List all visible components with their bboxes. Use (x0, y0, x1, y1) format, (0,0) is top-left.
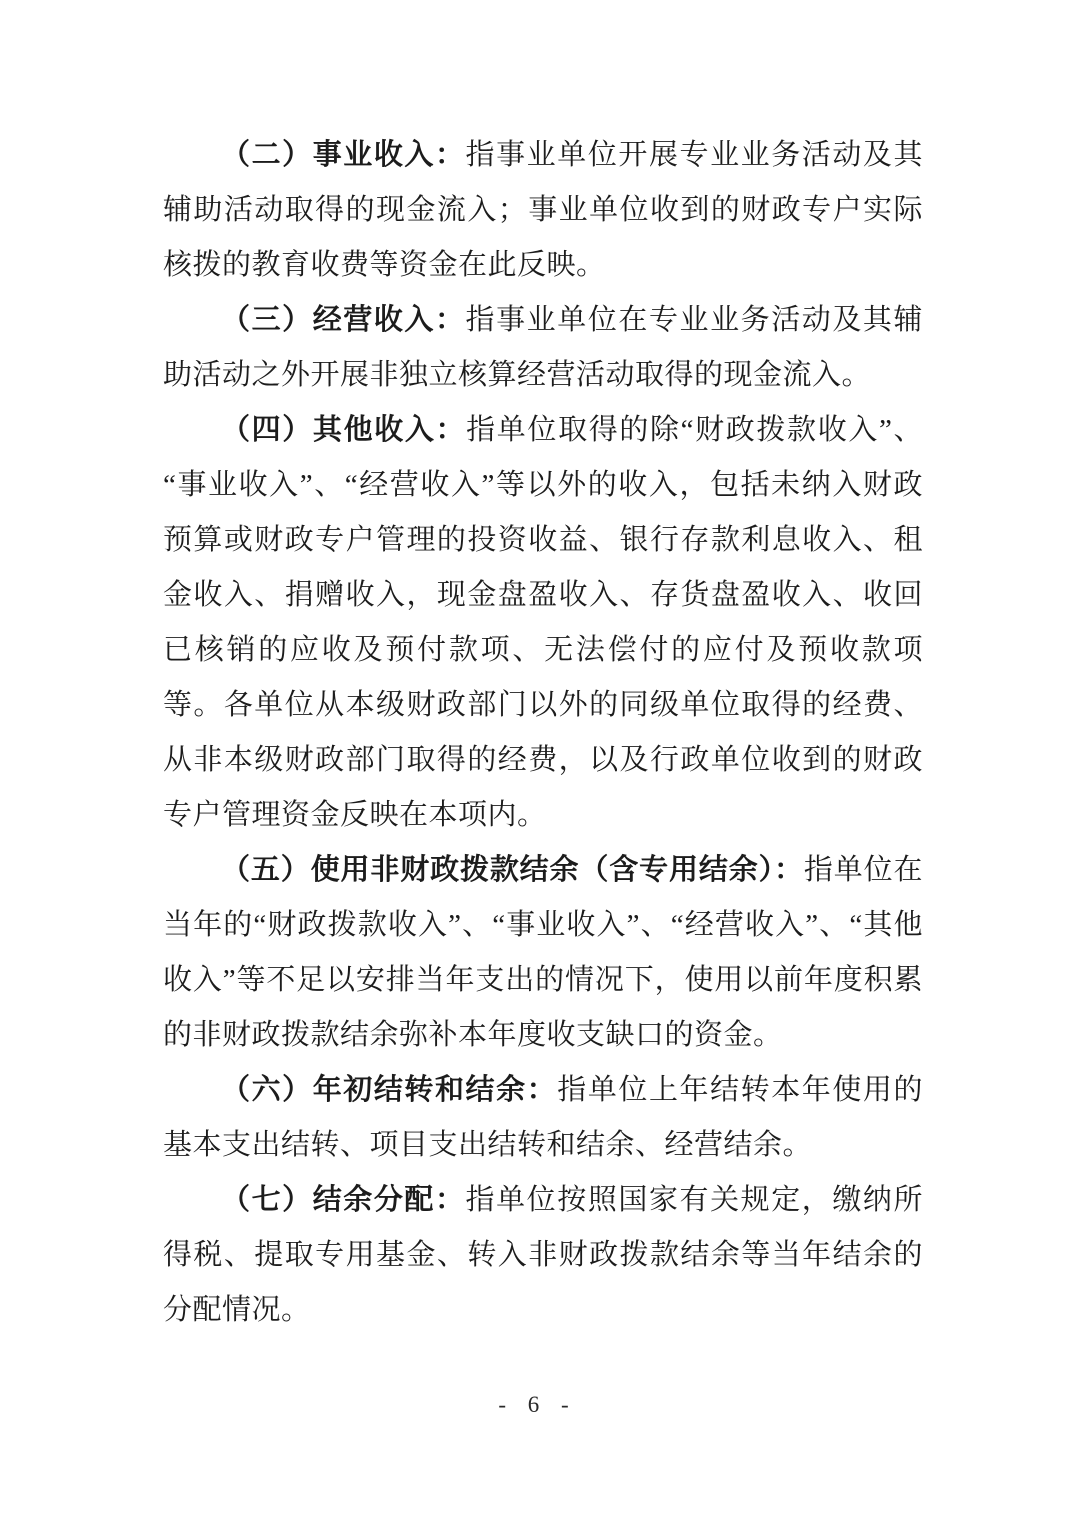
paragraph-lead: （四）其他收入： (221, 414, 467, 446)
paragraph-text: 指单位在当年的“财政拨款收入”、“事业收入”、“经营收入”、“其他收入”等不足以安排当年支出的情况下，使用以前年度积累的非财政拨款结余弥补本年度收支缺口的资金。 (163, 854, 923, 1051)
paragraph-income-business (163, 128, 923, 293)
paragraph-text: 指单位取得的除“财政拨款收入”、“事业收入”、“经营收入”等以外的收入，包括未纳入财政预算或财政专户管理的投资收益、银行存款利息收入、租金收入、捐赠收入，现金盘盈收入、存货盘盈收入、收回已核销的应收及预付款项、无法偿付的应付及预收款项等。各单位从本级财政部门以外的同级单位取得的经费、从非本级财政部门取得的经费，以及行政单位收到的财政专户管理资金反映在本项内。 (163, 414, 923, 831)
paragraph-lead: （六）年初结转和结余： (221, 1074, 558, 1106)
paragraph-text: 指单位按照国家有关规定，缴纳所得税、提取专用基金、转入非财政拨款结余等当年结余的分配情况。 (163, 1184, 923, 1326)
paragraph-income-operating (163, 293, 923, 403)
paragraph-income-other (163, 403, 923, 843)
paragraph-carryover-balance (163, 1063, 923, 1173)
document-body (163, 128, 923, 1338)
paragraph-lead: （三）经营收入： (221, 304, 466, 336)
paragraph-surplus-distribution (163, 1173, 923, 1338)
paragraph-lead: （二）事业收入： (221, 139, 466, 171)
paragraph-lead: （七）结余分配： (221, 1184, 466, 1216)
paragraph-text: 指单位上年结转本年使用的基本支出结转、项目支出结转和结余、经营结余。 (163, 1074, 923, 1161)
paragraph-text: 指事业单位在专业业务活动及其辅助活动之外开展非独立核算经营活动取得的现金流入。 (163, 304, 923, 391)
paragraph-text: 指事业单位开展专业业务活动及其辅助活动取得的现金流入；事业单位收到的财政专户实际核拨的教育收费等资金在此反映。 (163, 139, 923, 281)
paragraph-lead: （五）使用非财政拨款结余（含专用结余）： (221, 854, 804, 886)
page-number: - 6 - (498, 1392, 577, 1417)
paragraph-nonfiscal-surplus (163, 843, 923, 1063)
page-footer (0, 1392, 1075, 1418)
